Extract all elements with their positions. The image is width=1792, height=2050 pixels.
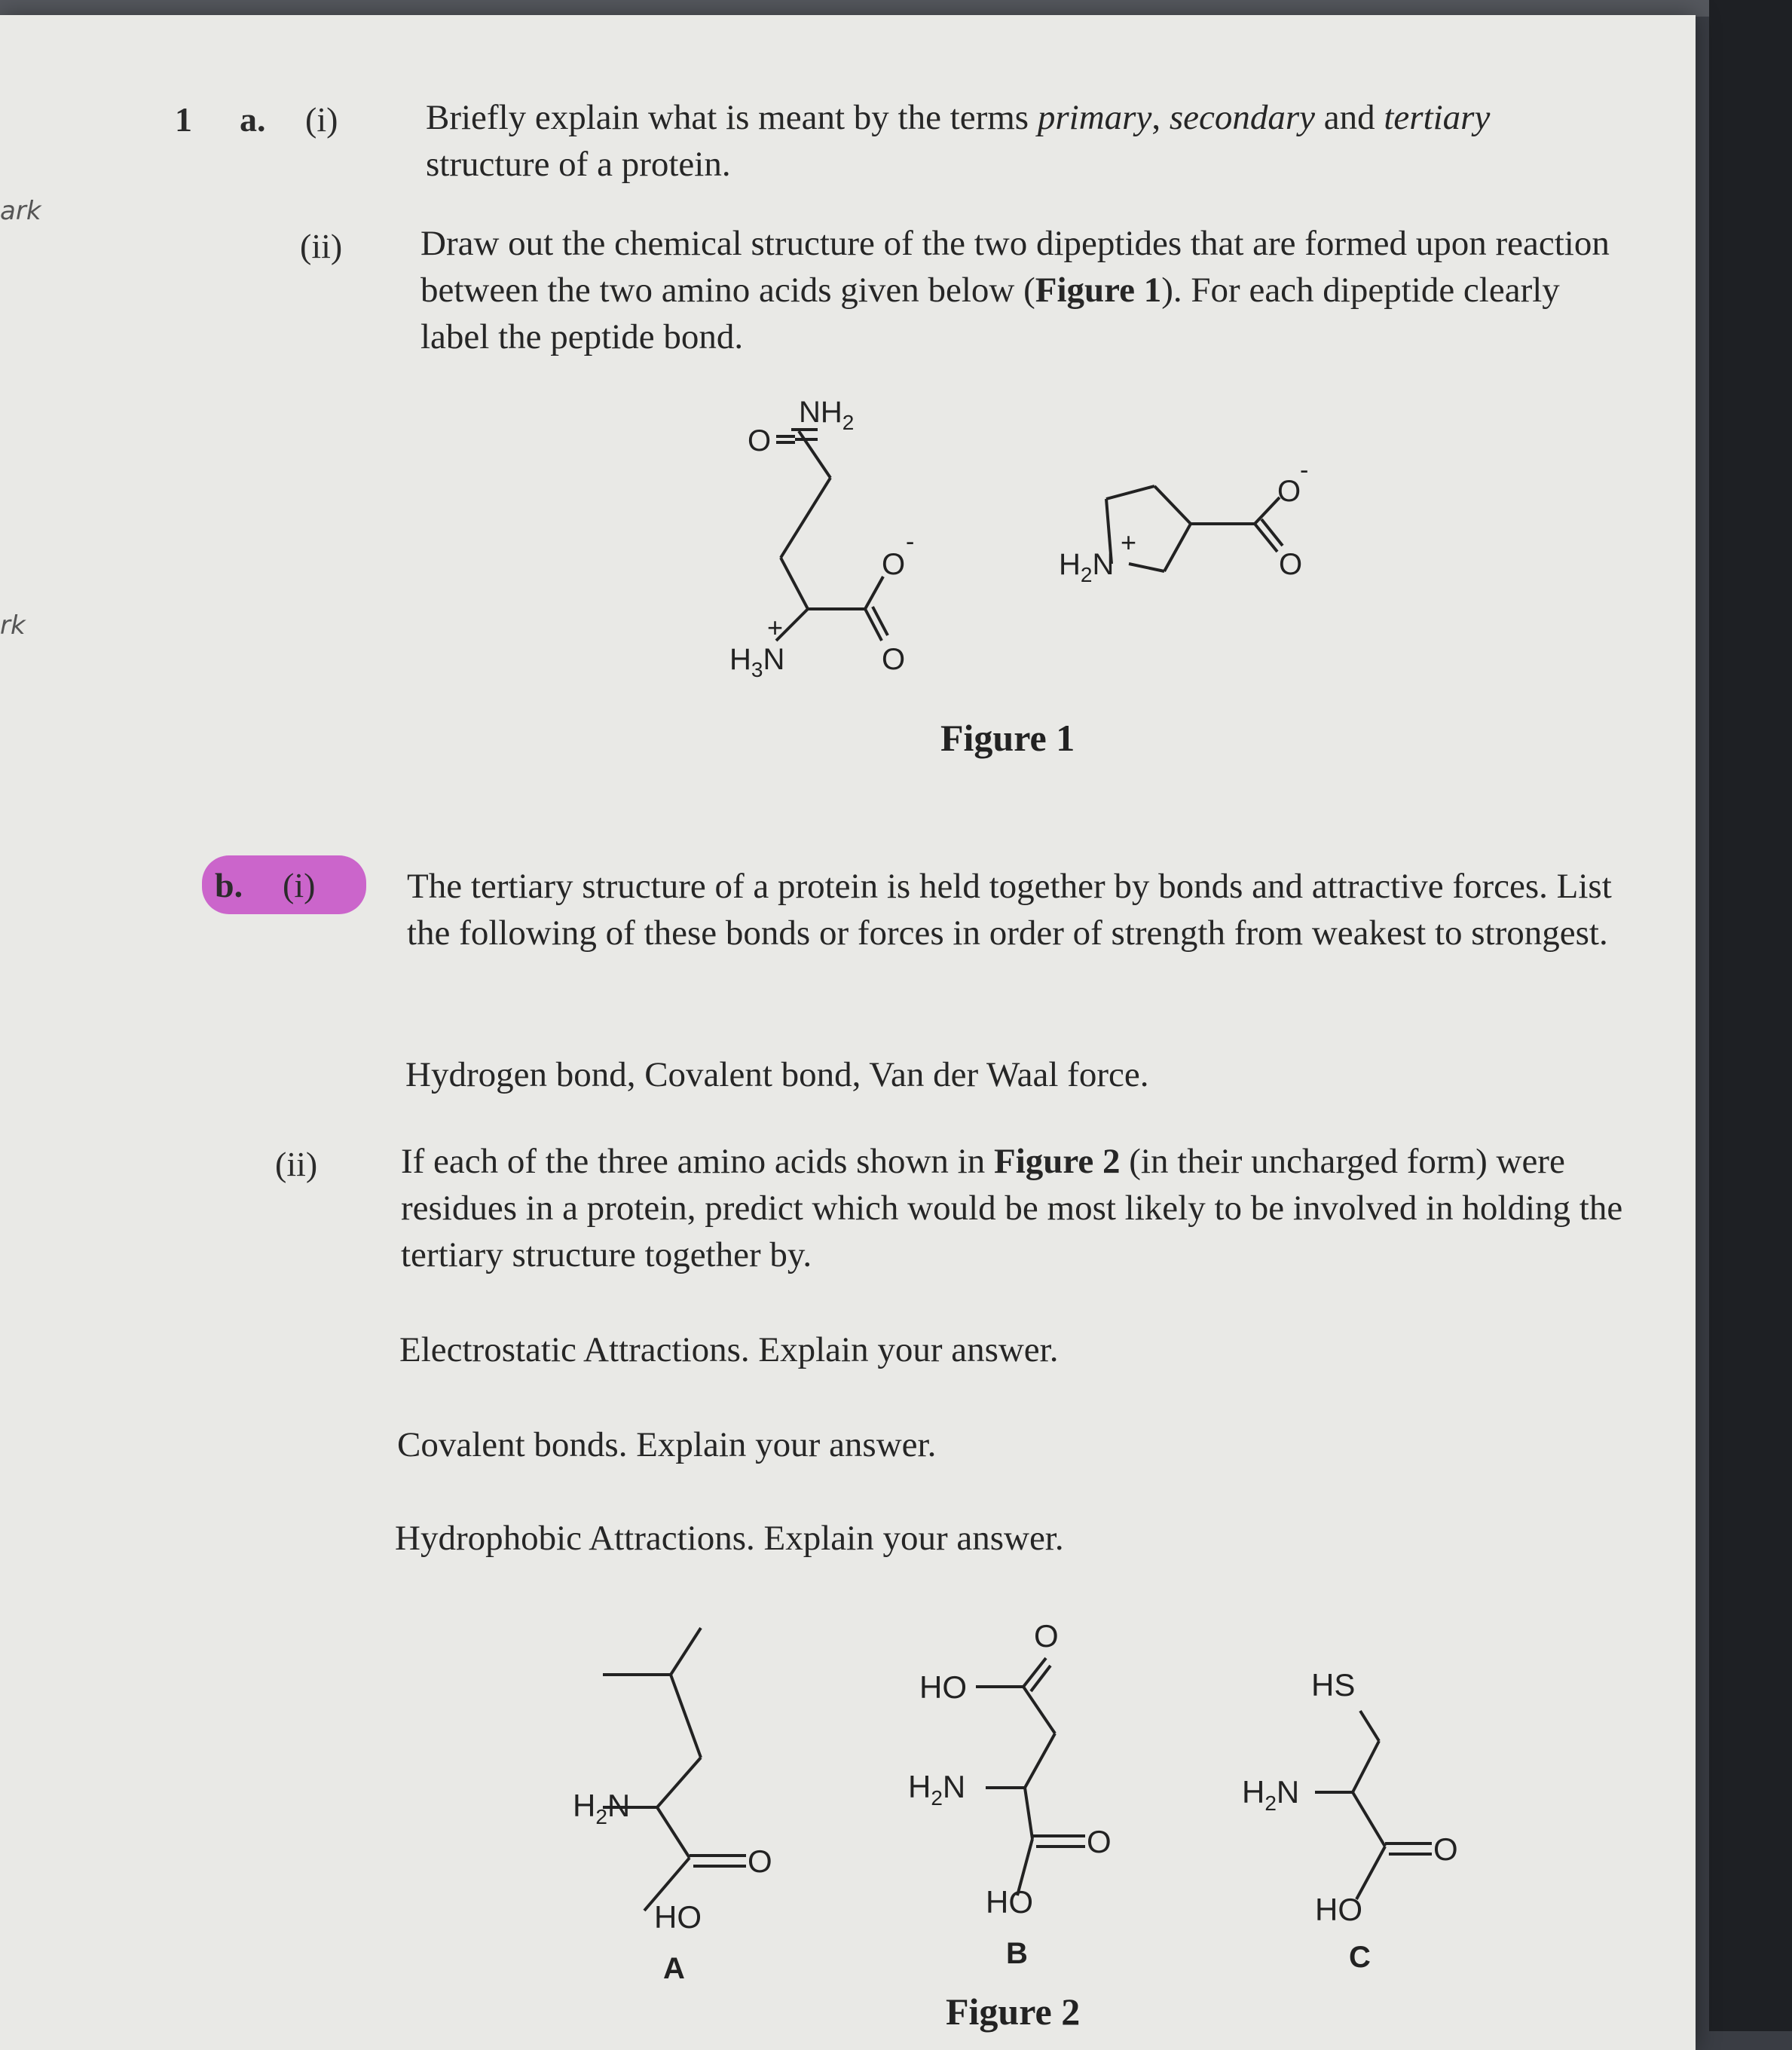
glutamine-h3n-label: $H_3N$ xyxy=(729,643,785,681)
glutamine-o-minus: O xyxy=(882,548,906,581)
proline-o-minus: O xyxy=(1277,475,1301,508)
a-ii-text-end: ). For each dipeptide clearly label the peptide bond. xyxy=(420,271,1560,356)
B-carboxyl-o-top: O xyxy=(1034,1618,1059,1654)
part-b-ii-label: (ii) xyxy=(275,1145,318,1183)
part-b-i-question: The tertiary structure of a protein is held together by bonds and attractive forces. List the following of these bonds or forces in order of strength from weakest to strongest. xyxy=(407,867,1612,953)
a-i-text-start: Briefly explain what is meant by the terms xyxy=(426,98,1038,137)
part-a-ii-label: (ii) xyxy=(300,227,343,265)
B-ho-top-label: HO xyxy=(919,1669,967,1705)
a-ii-figure-ref: Figure 1 xyxy=(1035,271,1162,310)
A-carbonyl-o: O xyxy=(748,1843,772,1879)
part-a-i-label: (i) xyxy=(305,100,338,139)
part-a-label: a. xyxy=(240,100,266,139)
B-h2n-label: $H_2N$ xyxy=(908,1769,966,1810)
margin-note-1: ark xyxy=(0,196,41,226)
a-i-comma: , xyxy=(1151,98,1170,137)
glutamine-labels xyxy=(729,396,914,681)
screen-bezel-top xyxy=(0,0,1792,17)
B-ho-label: HO xyxy=(986,1884,1033,1920)
proline-plus-sign: + xyxy=(1121,527,1137,558)
part-b-ii-question xyxy=(401,1138,1637,1278)
C-letter: C xyxy=(1349,1941,1371,1974)
screen-bezel-right xyxy=(1709,0,1792,2031)
C-h2n-label: $H_2N$ xyxy=(1242,1774,1300,1815)
b-ii-item-hydrophobic: Hydrophobic Attractions. Explain your answer. xyxy=(395,1519,1064,1558)
b-ii-item-covalent: Covalent bonds. Explain your answer. xyxy=(397,1425,937,1464)
figure-2-caption: Figure 2 xyxy=(946,1990,1081,2033)
part-b-i-label: (i) xyxy=(283,866,316,904)
figure-1-caption: Figure 1 xyxy=(940,717,1075,759)
amino-acid-B xyxy=(908,1618,1112,1970)
proline-minus-sign: - xyxy=(1300,456,1309,485)
question-number: 1 xyxy=(175,100,192,139)
B-carbonyl-o: O xyxy=(1087,1824,1112,1859)
A-letter: A xyxy=(663,1952,685,1985)
glutamine-minus-sign: - xyxy=(906,528,915,556)
b-ii-text-end: (in their uncharged form) were residues in a protein, predict which would be most likely to be involved in holding the tertiary structure together by. xyxy=(401,1142,1623,1274)
figure-2-structures xyxy=(573,1598,1492,1990)
b-ii-item-electrostatic: Electrostatic Attractions. Explain your answer. xyxy=(399,1330,1059,1369)
part-b-label: b. xyxy=(215,866,243,904)
margin-note-2: rk xyxy=(0,610,26,641)
b-ii-text-start: If each of the three amino acids shown in xyxy=(401,1142,994,1181)
proline-labels xyxy=(1059,456,1308,586)
a-ii-text-start: Draw out the chemical structure of the two dipeptides that are formed upon reaction between the two amino acids given below ( xyxy=(420,224,1610,310)
a-i-and: and xyxy=(1314,98,1384,137)
proline-o: O xyxy=(1279,548,1303,581)
figure-1-structures xyxy=(693,377,1372,693)
glutamine-carbonyl-o: O xyxy=(748,424,772,457)
term-primary: primary xyxy=(1037,98,1152,137)
glutamine-o-bottom: O xyxy=(882,643,906,676)
part-b-i-list: Hydrogen bond, Covalent bond, Van der Waal force. xyxy=(405,1055,1149,1094)
C-ho-label: HO xyxy=(1315,1892,1362,1927)
C-carbonyl-o: O xyxy=(1433,1831,1458,1867)
B-letter: B xyxy=(1006,1937,1028,1970)
part-a-i-question xyxy=(426,94,1631,188)
C-hs-label: HS xyxy=(1311,1667,1356,1703)
glutamine-plus-sign: + xyxy=(767,612,784,643)
a-i-text-end: structure of a protein. xyxy=(426,145,731,184)
term-secondary: secondary xyxy=(1169,98,1315,137)
amino-acid-C xyxy=(1242,1667,1458,1974)
A-h2n-label: $H_2N$ xyxy=(573,1788,631,1828)
exam-page xyxy=(0,15,1696,2050)
glutamine-structure xyxy=(776,430,888,641)
proline-h2n-label: $H_2N$ xyxy=(1059,548,1115,586)
glutamine-nh2-label: $NH_2$ xyxy=(799,396,855,434)
amino-acid-A xyxy=(573,1628,772,1985)
term-tertiary: tertiary xyxy=(1384,98,1491,137)
A-ho-label: HO xyxy=(654,1899,702,1935)
b-ii-figure-ref: Figure 2 xyxy=(993,1142,1121,1181)
part-a-ii-question xyxy=(420,220,1611,360)
